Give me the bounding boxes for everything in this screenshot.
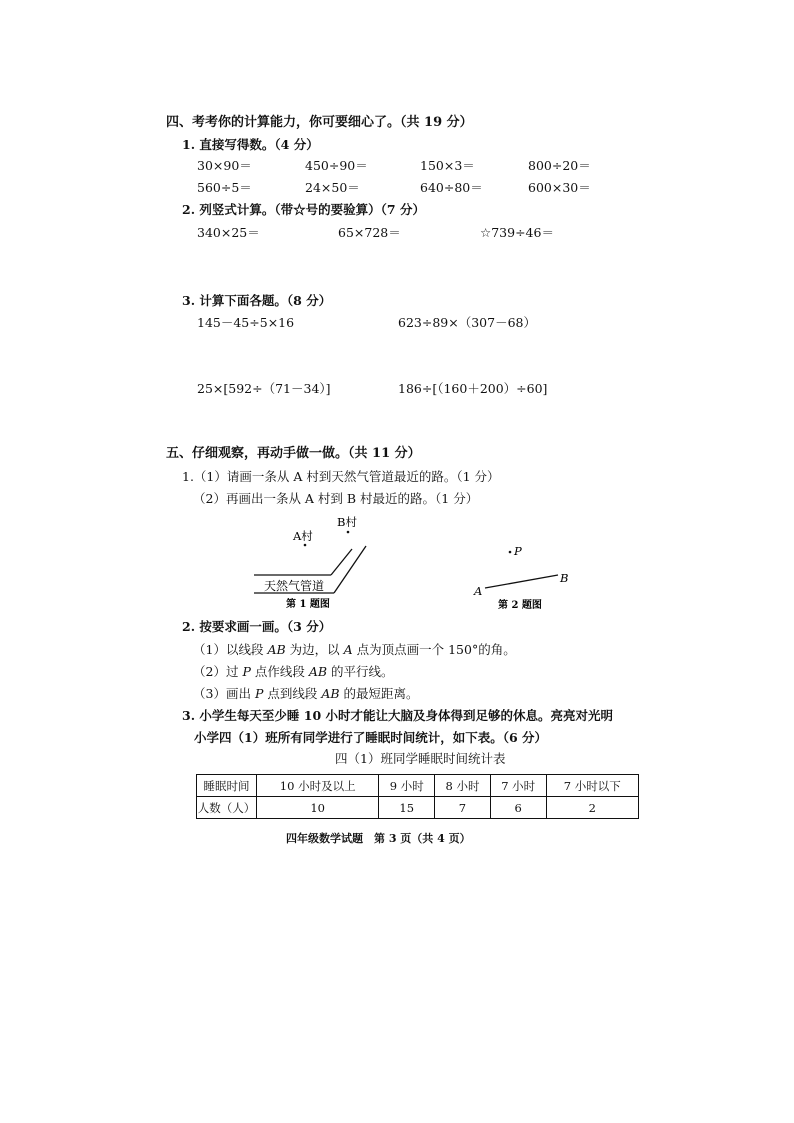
- s5-q1-line2: （2）再画出一条从 A 村到 B 村最近的路。（1 分）: [193, 491, 479, 506]
- village-a-label: A村: [293, 529, 313, 543]
- calc-item: 560÷5＝: [197, 180, 252, 195]
- section4-title: 四、考考你的计算能力，你可要细心了。（共 19 分）: [166, 115, 473, 130]
- figure-2-caption: 第 2 题图: [498, 600, 542, 610]
- point-a-label: A: [474, 584, 483, 598]
- figure-2: [465, 538, 585, 610]
- q2-title: 2. 列竖式计算。（带☆号的要验算）（7 分）: [182, 202, 425, 217]
- s5-q2-title: 2. 按要求画一画。（3 分）: [182, 619, 332, 634]
- vertical-calc-item: 340×25＝: [197, 225, 260, 240]
- figure-1: [240, 510, 380, 610]
- vertical-calc-item: ☆739÷46＝: [480, 225, 554, 240]
- calc-item: 640÷80＝: [420, 180, 483, 195]
- expression-item: 623÷89×（307－68）: [398, 315, 536, 330]
- village-b-label: B村: [337, 515, 357, 529]
- q3-title: 3. 计算下面各题。（8 分）: [182, 293, 332, 308]
- table-cell: 10: [257, 797, 379, 819]
- pipe-bottom-slant: [334, 546, 366, 593]
- segment-ab: [485, 575, 558, 588]
- section5-title: 五、仔细观察，再动手做一做。（共 11 分）: [166, 446, 421, 461]
- expression-item: 25×[592÷（71－34）]: [197, 381, 331, 396]
- calc-item: 24×50＝: [305, 180, 360, 195]
- table-header-cell: 9 小时: [379, 775, 435, 797]
- s5-q2-step1: （1）以线段 AB 为边，以 A 点为顶点画一个 150°的角。: [193, 642, 516, 657]
- table-row: [197, 797, 639, 819]
- table-cell: 6: [490, 797, 546, 819]
- s5-q3-line1: 3. 小学生每天至少睡 10 小时才能让大脑及身体得到足够的休息。亮亮对光明: [182, 708, 614, 723]
- s5-q3-line2: 小学四（1）班所有同学进行了睡眠时间统计，如下表。（6 分）: [194, 730, 547, 745]
- calc-item: 30×90＝: [197, 158, 252, 173]
- expression-item: 186÷[（160＋200）÷60]: [398, 381, 548, 396]
- table-header-cell: 8 小时: [435, 775, 491, 797]
- point-p-label: P: [514, 544, 522, 558]
- calc-item: 150×3＝: [420, 158, 475, 173]
- page-footer: 四年级数学试题 第 3 页（共 4 页）: [286, 832, 471, 845]
- figure-1-caption: 第 1 题图: [286, 599, 330, 610]
- calc-item: 800÷20＝: [528, 158, 591, 173]
- point-b-label: B: [560, 571, 569, 585]
- expression-item: 145－45÷5×16: [197, 315, 295, 330]
- s5-q1-line1: 1.（1）请画一条从 A 村到天然气管道最近的路。（1 分）: [182, 469, 500, 484]
- vertical-calc-item: 65×728＝: [338, 225, 401, 240]
- table-cell: 7: [435, 797, 491, 819]
- table-header-row: [197, 775, 639, 797]
- pipe-label: 天然气管道: [264, 579, 325, 593]
- table-cell: 15: [379, 797, 435, 819]
- table-header-cell: 7 小时: [490, 775, 546, 797]
- village-a-point: [304, 544, 307, 547]
- table-cell: 2: [546, 797, 638, 819]
- table-header-cell: 10 小时及以上: [257, 775, 379, 797]
- point-p: [509, 551, 512, 554]
- calc-item: 450÷90＝: [305, 158, 368, 173]
- s5-q2-step2: （2）过 P 点作线段 AB 的平行线。: [193, 664, 394, 679]
- table-title: 四（1）班同学睡眠时间统计表: [335, 751, 506, 766]
- table-header-cell: 7 小时以下: [546, 775, 638, 797]
- q1-title: 1. 直接写得数。（4 分）: [182, 137, 319, 152]
- table-header-label: 睡眠时间: [197, 775, 257, 797]
- village-b-point: [347, 531, 350, 534]
- sleep-time-table: [196, 774, 639, 819]
- s5-q2-step3: （3）画出 P 点到线段 AB 的最短距离。: [193, 686, 419, 701]
- calc-item: 600×30＝: [528, 180, 591, 195]
- table-row-label: 人数（人）: [197, 797, 257, 819]
